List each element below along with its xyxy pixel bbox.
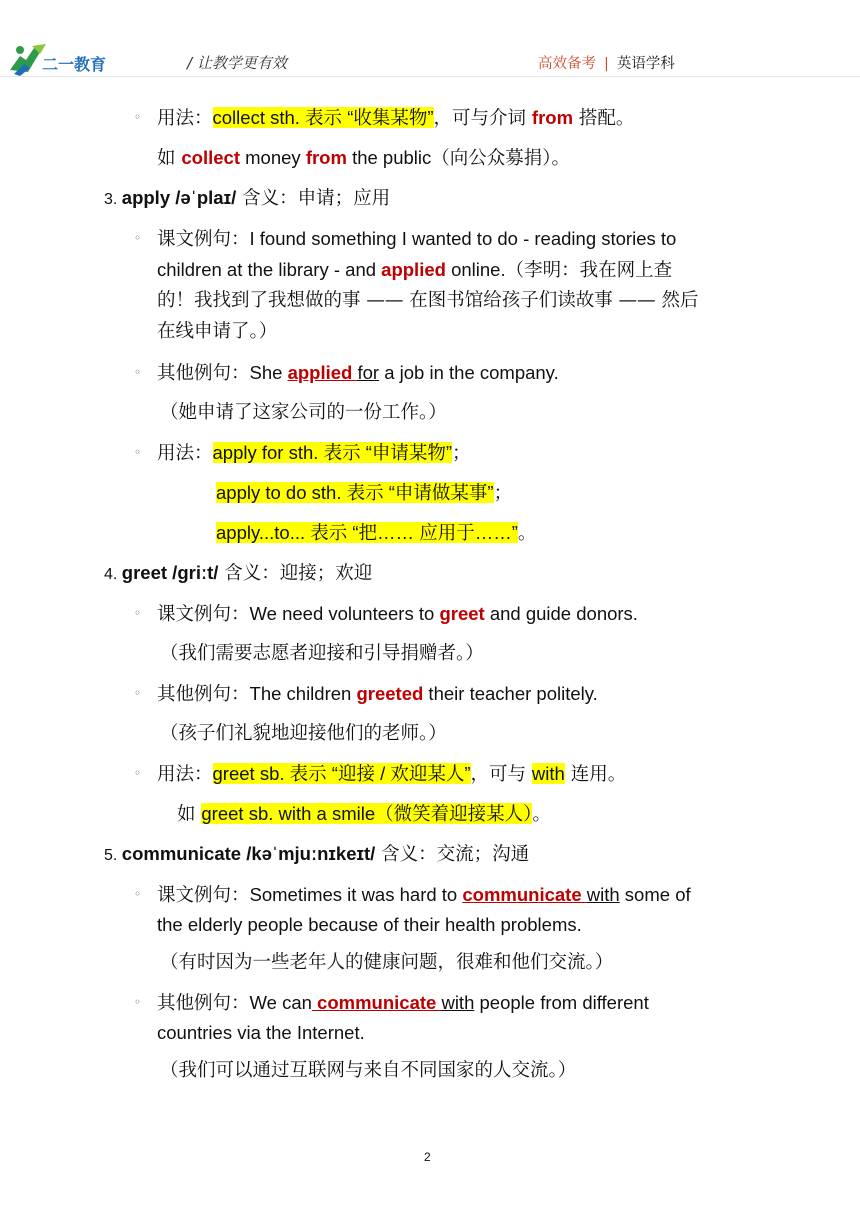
bullet-icon: ◦ bbox=[134, 445, 142, 459]
communicate-other-example-l2 bbox=[157, 1019, 365, 1047]
meaning: 含义：迎接；欢迎 bbox=[218, 563, 373, 584]
header-right bbox=[538, 52, 675, 73]
section-number: 5. bbox=[104, 847, 122, 864]
keyword: from bbox=[531, 107, 574, 128]
header-slogan: / 让教学更有效 bbox=[187, 54, 287, 72]
apply-other-translation bbox=[160, 399, 447, 426]
text: 的！我找到了我想做的事 —— 在图书馆给孩子们读故事 —— 然后 bbox=[157, 290, 699, 311]
greet-text-translation bbox=[160, 640, 484, 667]
text: 。 bbox=[532, 804, 551, 825]
label: 其他例句： bbox=[157, 993, 250, 1014]
label: 其他例句： bbox=[157, 684, 250, 705]
header-divider bbox=[0, 76, 860, 77]
communicate-other-example-l1 bbox=[157, 989, 649, 1017]
section-3-heading bbox=[104, 184, 390, 213]
text: money bbox=[240, 147, 306, 168]
highlight: collect sth. 表示 “收集某物” bbox=[212, 107, 434, 128]
text: 连用。 bbox=[564, 764, 627, 785]
text: with bbox=[441, 992, 475, 1013]
highlight: greet sb. with a smile（微笑着迎接某人） bbox=[201, 803, 533, 824]
greet-text-example bbox=[157, 600, 638, 628]
header-separator: | bbox=[604, 56, 609, 72]
label: 课文例句： bbox=[157, 229, 250, 250]
label: 其他例句： bbox=[157, 363, 250, 384]
section-4-heading bbox=[104, 559, 372, 588]
greet-usage bbox=[157, 760, 626, 788]
keyword: applied bbox=[287, 362, 358, 383]
bullet-icon: ◦ bbox=[134, 606, 142, 620]
apply-text-example-l4 bbox=[157, 318, 277, 345]
text: Sometimes it was hard to bbox=[249, 884, 463, 905]
text: ； bbox=[452, 443, 471, 464]
label: 课文例句： bbox=[157, 604, 250, 625]
headword: greet /griːt/ bbox=[121, 562, 219, 583]
keyword: from bbox=[305, 147, 347, 168]
apply-usage-2 bbox=[216, 479, 512, 507]
headword: communicate /kəˈmjuːnɪkeɪt/ bbox=[121, 843, 376, 864]
highlight: apply for sth. 表示 “申请某物” bbox=[212, 442, 453, 463]
text: She bbox=[249, 362, 288, 383]
greet-other-translation bbox=[160, 720, 447, 747]
text: children at the library - and bbox=[157, 259, 382, 280]
bullet-icon: ◦ bbox=[134, 995, 142, 1009]
logo-text: 二一教育 bbox=[42, 55, 107, 74]
highlight: apply to do sth. 表示 “申请做某事” bbox=[216, 482, 494, 503]
text: 如 bbox=[157, 148, 182, 169]
headword: apply /əˈplaɪ/ bbox=[121, 187, 237, 208]
highlight: with bbox=[531, 763, 565, 784]
greet-other-example bbox=[157, 680, 598, 708]
meaning: 含义：交流；沟通 bbox=[375, 844, 530, 865]
text: We can bbox=[249, 992, 312, 1013]
text: ； bbox=[493, 483, 513, 504]
bullet-icon: ◦ bbox=[134, 365, 142, 379]
meaning: 含义：申请；应用 bbox=[236, 188, 391, 209]
text: 在线申请了。） bbox=[157, 321, 278, 342]
text: the public（向公众募捐）。 bbox=[346, 147, 571, 168]
apply-other-example bbox=[157, 359, 559, 387]
text: 如 bbox=[177, 804, 202, 825]
text: （她申请了这家公司的一份工作。） bbox=[160, 402, 447, 423]
label: 用法： bbox=[157, 443, 213, 464]
collect-example bbox=[157, 144, 570, 172]
communicate-text-example-l2 bbox=[157, 911, 582, 939]
header-tag-subject: 英语学科 bbox=[616, 56, 675, 72]
text: countries via the Internet. bbox=[157, 1022, 365, 1043]
keyword: collect bbox=[181, 147, 240, 168]
text: （我们需要志愿者迎接和引导捐赠者。） bbox=[160, 643, 484, 664]
keyword: greeted bbox=[356, 683, 424, 704]
bullet-icon: ◦ bbox=[134, 231, 142, 245]
text: （有时因为一些老年人的健康问题，很难和他们交流。） bbox=[160, 952, 614, 973]
text: （孩子们礼貌地迎接他们的老师。） bbox=[160, 723, 447, 744]
section-number: 3. bbox=[104, 191, 122, 208]
text: people from different bbox=[474, 992, 649, 1013]
greet-usage-example bbox=[177, 800, 551, 828]
text: with bbox=[586, 884, 620, 905]
header-tag-exam: 高效备考 bbox=[538, 56, 596, 72]
text: We need volunteers to bbox=[249, 603, 440, 624]
page-number: 2 bbox=[424, 1150, 431, 1164]
section-5-heading bbox=[104, 840, 529, 869]
apply-text-example-l1 bbox=[157, 225, 676, 253]
bullet-icon: ◦ bbox=[134, 887, 142, 901]
text: I found something I wanted to do - reading stories to bbox=[249, 228, 677, 249]
text: their teacher politely. bbox=[423, 683, 598, 704]
communicate-text-example-l1 bbox=[157, 881, 691, 909]
page-header bbox=[0, 0, 860, 90]
apply-usage-1 bbox=[157, 439, 471, 467]
text: 搭配。 bbox=[573, 108, 635, 129]
text: ，可与介词 bbox=[433, 108, 532, 129]
bullet-icon: ◦ bbox=[134, 686, 142, 700]
keyword: greet bbox=[439, 603, 485, 624]
apply-text-example-l3 bbox=[157, 287, 699, 314]
text: for bbox=[357, 362, 380, 383]
collect-usage bbox=[157, 104, 634, 132]
text: （我们可以通过互联网与来自不同国家的人交流。） bbox=[160, 1060, 577, 1081]
bullet-icon: ◦ bbox=[134, 110, 142, 124]
text: and guide donors. bbox=[484, 603, 638, 624]
text: the elderly people because of their health problems. bbox=[157, 914, 582, 935]
apply-usage-3 bbox=[216, 519, 536, 547]
section-number: 4. bbox=[104, 566, 122, 583]
keyword: communicate bbox=[311, 992, 442, 1013]
communicate-text-translation bbox=[160, 949, 613, 976]
highlight: greet sb. 表示 “迎接 / 欢迎某人” bbox=[212, 763, 471, 784]
text: a job in the company. bbox=[379, 362, 559, 383]
keyword: communicate bbox=[462, 884, 587, 905]
keyword: applied bbox=[381, 259, 446, 280]
apply-text-example-l2 bbox=[157, 256, 672, 284]
label: 用法： bbox=[157, 108, 213, 129]
text: The children bbox=[249, 683, 357, 704]
bullet-icon: ◦ bbox=[134, 766, 142, 780]
label: 用法： bbox=[157, 764, 213, 785]
highlight: apply...to... 表示 “把…… 应用于……” bbox=[216, 522, 518, 543]
text: online.（李明：我在网上查 bbox=[445, 259, 673, 280]
text: some of bbox=[619, 884, 691, 905]
text: ，可与 bbox=[470, 764, 532, 785]
communicate-other-translation bbox=[160, 1057, 576, 1084]
label: 课文例句： bbox=[157, 885, 250, 906]
text: 。 bbox=[517, 523, 537, 544]
